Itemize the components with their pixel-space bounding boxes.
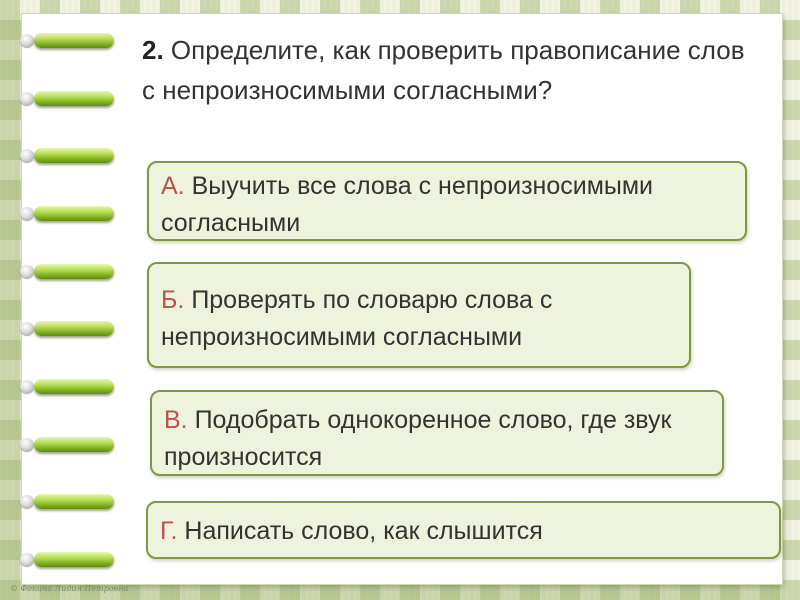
- binding-ring: [34, 206, 114, 221]
- question-number: 2.: [142, 35, 164, 65]
- option-letter: В.: [164, 406, 188, 434]
- binding-ring: [34, 148, 114, 163]
- question-text: Определите, как проверить правописание слов с непроизносимыми согласными?: [142, 35, 745, 105]
- binding-ring: [34, 33, 114, 48]
- answer-option-b[interactable]: [147, 262, 691, 368]
- option-letter: А.: [161, 172, 185, 200]
- option-letter: Г.: [160, 517, 178, 545]
- binding-ring: [34, 437, 114, 452]
- binding-ring: [34, 379, 114, 394]
- option-letter: Б.: [161, 286, 185, 314]
- author-credit: © Фокина Лидия Петровна: [10, 584, 129, 593]
- option-text: Написать слово, как слышится: [184, 517, 543, 545]
- binding-ring: [34, 552, 114, 567]
- binding-ring: [34, 494, 114, 509]
- answer-option-c[interactable]: [150, 390, 724, 476]
- option-text: Проверять по словарю слова с непроизносимыми согласными: [161, 286, 553, 351]
- option-text: Выучить все слова с непроизносимыми согласными: [161, 172, 654, 237]
- answer-option-a[interactable]: [147, 161, 747, 241]
- binding-ring: [34, 321, 114, 336]
- binding-ring: [34, 264, 114, 279]
- answer-option-d[interactable]: [146, 501, 781, 559]
- spiral-binding: [0, 0, 130, 600]
- binding-ring: [34, 91, 114, 106]
- question-heading: [142, 30, 762, 110]
- option-text: Подобрать однокоренное слово, где звук произносится: [164, 406, 672, 471]
